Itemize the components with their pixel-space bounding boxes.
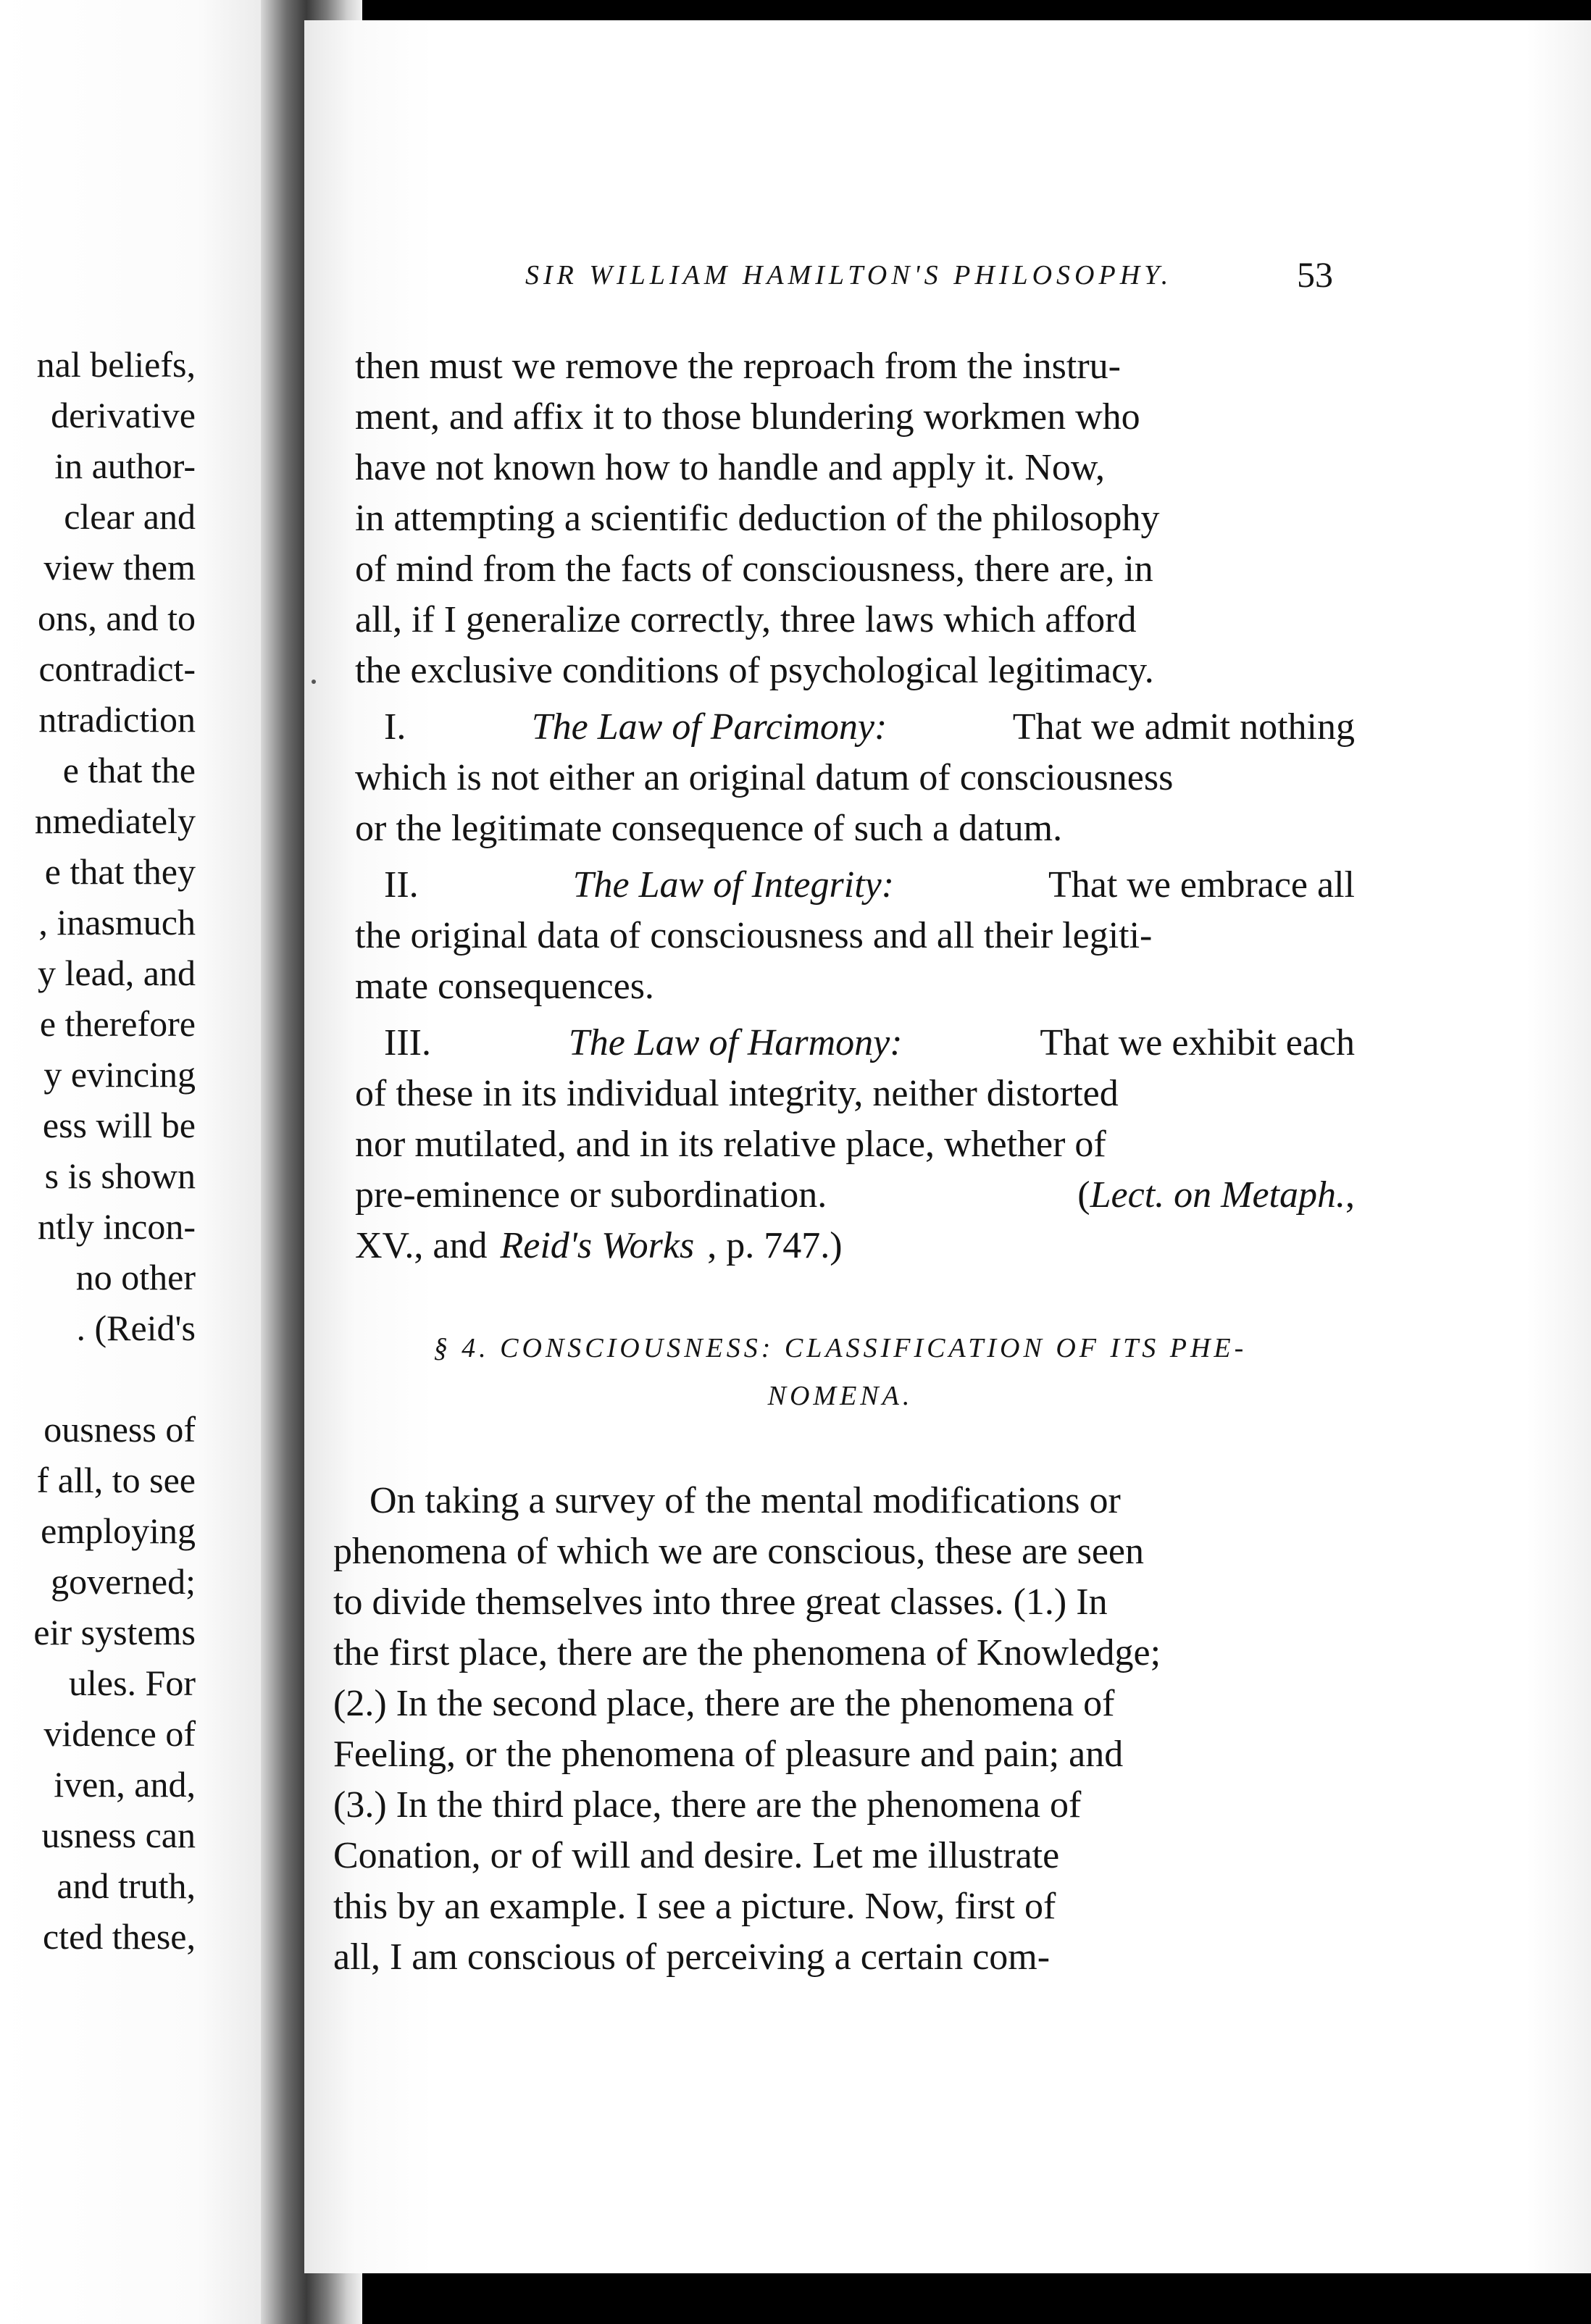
page-number: 53: [1297, 254, 1333, 295]
left-line: e that they: [44, 851, 196, 892]
left-line: e that the: [62, 750, 196, 790]
citation: (Lect. on Metaph.,: [1077, 1174, 1355, 1216]
body-line: this by an example. I see a picture. Now, first of: [333, 1886, 1056, 1927]
law-title: The Law of Parcimony:: [531, 706, 888, 748]
left-line: governed;: [51, 1561, 196, 1602]
left-line: ules. For: [69, 1663, 196, 1703]
left-line: nmediately: [34, 801, 196, 841]
law-text: That we embrace all: [1048, 864, 1355, 906]
left-line: view them: [43, 547, 196, 588]
law-text: That we exhibit each: [1040, 1022, 1355, 1063]
body-line: or the legitimate consequence of such a datum.: [355, 808, 1063, 849]
body-line: the exclusive conditions of psychological legitimacy.: [355, 650, 1154, 691]
paragraph-2: [333, 20, 1355, 2194]
body-line: all, if I generalize correctly, three laws which afford: [355, 599, 1137, 640]
body-line: phenomena of which we are conscious, these are seen: [333, 1531, 1144, 1572]
left-line: iven, and,: [54, 1764, 196, 1805]
left-line: employing: [41, 1510, 196, 1551]
left-line: , inasmuch: [38, 902, 196, 942]
body-line: nor mutilated, and in its relative place, whether of: [355, 1124, 1106, 1165]
body-line: the first place, there are the phenomena of Knowledge;: [333, 1632, 1161, 1673]
citation-work: Reid's Works: [500, 1225, 695, 1266]
left-line: cted these,: [42, 1916, 196, 1957]
section-heading-line: § 4. CONSCIOUSNESS: CLASSIFICATION OF ITS PHE-: [433, 1333, 1248, 1363]
left-line: clear and: [64, 496, 196, 537]
citation-tail: Reid's Works , p. 747.): [500, 1225, 843, 1266]
left-line: ons, and to: [37, 598, 196, 638]
body-line: Feeling, or the phenomena of pleasure and pain; and: [333, 1734, 1124, 1775]
law-numeral: III.: [384, 1022, 431, 1063]
body-line: ment, and affix it to those blundering workmen who: [355, 396, 1140, 438]
body-line: XV., and Reid's Works , p. 747.): [355, 1227, 1355, 1265]
left-line: ntly incon-: [37, 1206, 196, 1247]
body-line: all, I am conscious of perceiving a certain com-: [333, 1936, 1051, 1978]
body-line: On taking a survey of the mental modifications or: [369, 1480, 1121, 1521]
body-line: have not known how to handle and apply it. Now,: [355, 447, 1105, 488]
section-heading-line: NOMENA.: [767, 1381, 914, 1411]
previous-page-fragment: [0, 0, 283, 2324]
body-line: which is not either an original datum of consciousness: [355, 757, 1174, 798]
left-line: eir systems: [33, 1612, 196, 1652]
body-line: of mind from the facts of consciousness, there are, in: [355, 548, 1153, 590]
left-line: . (Reid's: [76, 1308, 196, 1348]
scan-speck: [312, 680, 316, 684]
left-line: s is shown: [44, 1155, 196, 1196]
left-line: vidence of: [43, 1713, 196, 1754]
left-line: usness can: [41, 1815, 196, 1855]
left-line: e therefore: [39, 1003, 196, 1044]
body-line: of these in its individual integrity, neither distorted: [355, 1073, 1119, 1114]
left-line: ousness of: [43, 1409, 196, 1450]
left-line: f all, to see: [36, 1460, 196, 1500]
left-line: in author-: [54, 446, 196, 486]
left-line: derivative: [51, 395, 196, 435]
law-numeral: II.: [384, 864, 419, 906]
body-line: (3.) In the third place, there are the phenomena of: [333, 1784, 1082, 1826]
left-line: ntradiction: [38, 699, 196, 740]
body-line: mate consequences.: [355, 966, 654, 1007]
body-line: (2.) In the second place, there are the phenomena of: [333, 1683, 1115, 1724]
running-head: SIR WILLIAM HAMILTON'S PHILOSOPHY.: [525, 260, 1173, 290]
body-line: pre-eminence or subordination. (Lect. on Metaph.,: [355, 1174, 1355, 1216]
left-line: y lead, and: [38, 953, 196, 993]
law-numeral: I.: [384, 706, 406, 748]
law-text: That we admit nothing: [1012, 706, 1355, 748]
citation-work: Lect. on Metaph.: [1090, 1174, 1345, 1216]
body-line: in attempting a scientific deduction of the philosophy: [355, 498, 1160, 539]
body-line: the original data of consciousness and all their legiti-: [355, 915, 1153, 956]
left-line: no other: [75, 1257, 196, 1297]
left-line: y evincing: [43, 1054, 196, 1095]
body-line: to divide themselves into three great classes. (1.) In: [333, 1581, 1108, 1623]
left-line: contradict-: [38, 648, 196, 689]
left-line: ess will be: [42, 1105, 196, 1145]
law-title: The Law of Integrity:: [572, 864, 895, 906]
left-line: and truth,: [57, 1865, 196, 1906]
body-line: Conation, or of will and desire. Let me illustrate: [333, 1835, 1060, 1876]
current-page: [304, 20, 1591, 2273]
body-line: then must we remove the reproach from the instru-: [355, 346, 1121, 387]
law-title: The Law of Harmony:: [568, 1022, 903, 1063]
left-line: nal beliefs,: [36, 344, 196, 385]
